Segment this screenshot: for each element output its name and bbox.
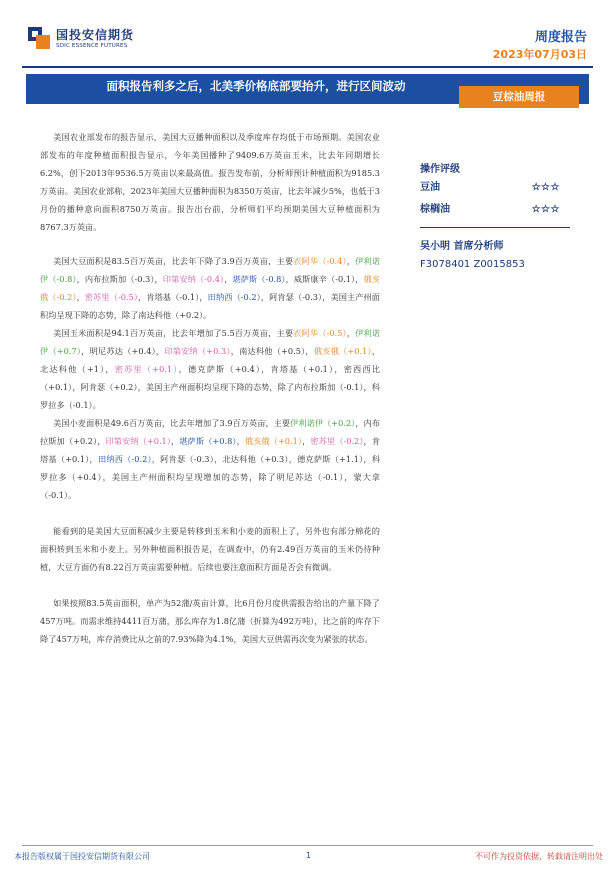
state-tennessee: 田纳西（-0.2） <box>207 292 261 302</box>
state-ohio: 俄亥俄（+0.1） <box>244 436 303 446</box>
rating-product: 豆油 <box>420 182 440 193</box>
state-missouri: 密苏里（+0.1） <box>114 364 179 374</box>
header-divider <box>22 66 593 68</box>
state-ohio: 俄亥俄（+0.1） <box>313 346 372 356</box>
state-indiana: 印第安纳（+0.3） <box>164 346 231 356</box>
state-iowa: 衣阿华（-0.5） <box>293 328 347 338</box>
title-banner <box>26 74 589 104</box>
company-name-en: SDIC ESSENCE FUTURES <box>56 43 128 49</box>
report-category-tag: 豆棕油周报 <box>459 86 579 108</box>
page-number: 1 <box>306 851 312 860</box>
report-title: 面积报告利多之后，北美季价格底部要抬升，进行区间波动 <box>106 79 406 93</box>
footer-divider <box>22 845 593 846</box>
paragraph-wheat-area: 美国小麦面积是49.6百万英亩，比去年增加了3.9百万英亩，主要伊利诺伊（+0.2），内布拉斯加（+0.2），印第安纳（+0.1），堪萨斯（+0.8），俄亥俄（+0.1），密苏里（-0.2），肯塔基（+0.1），田纳西（-0.2），阿肯瑟（-0.3），北达科他（+0.3），德克萨斯（+1.1），科罗拉多（+0.4），美国主产州面积均呈现增加的态势，除了明尼苏达（-0.1），蒙大拿（-0.1）。 <box>40 418 381 500</box>
report-type: 周度报告 <box>534 30 587 45</box>
company-name-cn: 国投安信期货 <box>56 28 135 42</box>
rating-stars-icon: ☆☆☆ <box>531 204 560 215</box>
paragraph-soybean-area: 美国大豆面积是83.5百万英亩，比去年下降了3.9百万英亩，主要衣阿华（-0.4），伊利诺伊（-0.8），内布拉斯加（-0.3），印第安纳（-0.4），堪萨斯（-0.8），威斯康辛（-0.1），俄亥俄（-0.2），密苏里（-0.5），肯塔基（-0.1），田纳西（-0.2），阿肯瑟（-0.3），美国主产州面积均呈现下降的态势，除了南达科他（+0.2）。 <box>40 256 380 320</box>
text: ，南达科他（+0.5）， <box>230 346 314 356</box>
state-kansas: 堪萨斯（+0.8） <box>179 436 237 446</box>
state-kansas: 堪萨斯（-0.8） <box>232 274 286 284</box>
company-logo <box>28 26 134 49</box>
text: 美国小麦面积是49.6百万英亩，比去年增加了3.9百万英亩，主要 <box>53 418 291 428</box>
state-illinois: 伊利诺伊（+0.2） <box>290 418 356 428</box>
text: ，威斯康辛（-0.1）， <box>285 274 364 284</box>
text: ，北达科他（+1）， <box>40 346 381 374</box>
footer-disclaimer: 不可作为投资依据，转载请注明出处 <box>475 852 603 861</box>
text: ，明尼苏达（+0.4）， <box>81 346 165 356</box>
state-missouri: 密苏里（-0.5） <box>84 292 138 302</box>
paragraph-corn-area: 美国玉米面积是94.1百万英亩，比去年增加了5.5百万英亩，主要衣阿华（-0.5），伊利诺伊（+0.7），明尼苏达（+0.4），印第安纳（+0.3），南达科他（+0.5），俄亥俄（+0.1），北达科他（+1），密苏里（+0.1），德克萨斯（+0.4），肯塔基（+0.1），密西西比（+0.1），阿肯瑟（+0.2），美国主产州面积均呈现下降的态势，除了内布拉斯加（-0.1），科罗拉多（-0.1）。 <box>40 328 381 410</box>
footer-copyright: 本报告版权属于国投安信期货有限公司 <box>14 852 150 861</box>
state-indiana: 印第安纳（+0.1） <box>105 436 172 446</box>
state-illinois: 伊利诺伊（-0.8） <box>40 256 380 284</box>
logo-mark-icon <box>28 27 50 49</box>
text: ，肯塔基（+0.1）， <box>40 436 380 464</box>
text: ，阿肯瑟（-0.3），美国主产州面积均呈现下降的态势，除了南达科他（+0.2）。 <box>40 292 380 320</box>
state-iowa: 衣阿华（-0.4） <box>293 256 347 266</box>
text: ，肯塔基（-0.1）， <box>138 292 208 302</box>
rating-product: 棕榈油 <box>420 204 450 215</box>
state-missouri: 密苏里（-0.2） <box>310 436 364 446</box>
analyst-name: 吴小明 首席分析师 <box>420 241 504 252</box>
state-ohio: 俄亥俄（-0.2） <box>40 274 380 302</box>
text: ，内布拉斯加（-0.3）， <box>76 274 163 284</box>
rating-row-soybean-oil <box>420 177 560 199</box>
rating-stars-icon: ☆☆☆ <box>531 182 560 193</box>
text: ，内布拉斯加（+0.2）， <box>40 418 380 446</box>
paragraph-area-shift: 能看到的是美国大豆面积减少主要是转移到玉米和小麦的面积上了，另外也有部分棉花的面积转到玉米和小麦上。另外种植面积报告是，在调查中，仍有2.49百万英亩的玉米仍待种植，大豆方面仍有8.22百万英亩需要种植。后续也要注意面积方面是否会有微调。 <box>40 526 380 572</box>
analyst-license: F3078401 Z0015853 <box>420 259 525 270</box>
text: 美国玉米面积是94.1百万英亩，比去年增加了5.5百万英亩，主要 <box>53 328 294 338</box>
main-content <box>40 128 380 648</box>
text: ，德克萨斯（+0.4），肯塔基（+0.1），密西西比（+0.1），阿肯瑟（+0.2），美国主产州面积均呈现下降的态势，除了内布拉斯加（-0.1），科罗拉多（-0.1）。 <box>40 364 380 410</box>
rating-title: 操作评级 <box>420 164 460 175</box>
state-tennessee: 田纳西（-0.2） <box>97 454 152 464</box>
sidebar-divider <box>420 227 570 228</box>
report-date: 2023年07月03日 <box>492 48 587 61</box>
state-illinois: 伊利诺伊（+0.7） <box>40 328 380 356</box>
rating-row-palm-oil <box>420 199 560 221</box>
paragraph-supply-demand: 如果按照83.5英亩面积，单产为52蒲/英亩计算，比6月份月度供需报告给出的产量下降了457万吨。而需求维持4411百万蒲，那么库存为1.8亿蒲（折算为492万吨），比之前的库存下降了457万吨，库存消费比从之前的7.93%降为4.1%，美国大豆供需再次变为紧张的状态。 <box>40 598 380 644</box>
text: 美国大豆面积是83.5百万英亩，比去年下降了3.9百万英亩，主要 <box>53 256 294 266</box>
state-indiana: 印第安纳（-0.4） <box>162 274 225 284</box>
text: ，阿肯瑟（-0.3），北达科他（+0.3），德克萨斯（+1.1），科罗拉多（+0.4），美国主产州面积均呈现增加的态势，除了明尼苏达（-0.1），蒙大拿（-0.1）。 <box>40 454 381 500</box>
paragraph-acreage-report: 美国农业部发布的报告显示，美国大豆播种面积以及季度库存均低于市场预期。美国农业部发布的年度种植面积报告显示，今年美国播种了9409.6万英亩玉米，比去年同期增长6.2%，创下2013年9536.5万英亩以来最高值。报告发布前，分析师预计种植面积为9185.3万英亩。美国农业部称，2023年美国大豆播种面积为8350万英亩，比去年减少5%，也低于3月份的播种意向面积8750万英亩。报告出台前，分析师们平均预期美国大豆种植面积为8767.3万英亩。 <box>40 132 380 232</box>
sidebar <box>420 160 590 274</box>
